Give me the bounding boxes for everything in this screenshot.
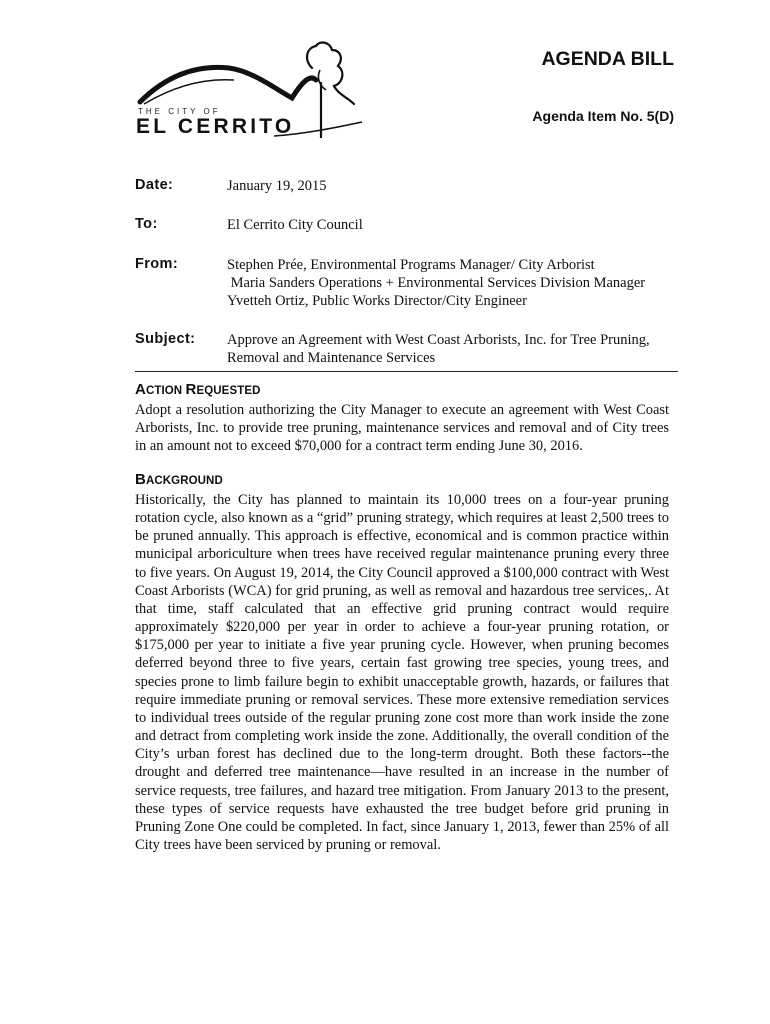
page-title: AGENDA BILL (541, 48, 674, 70)
action-requested-heading: ACTION REQUESTED (135, 381, 261, 398)
city-logo (134, 38, 374, 148)
to-label: To: (135, 216, 158, 232)
background-heading: BACKGROUND (135, 471, 223, 488)
divider (135, 371, 678, 372)
from-line: Maria Sanders Operations + Environmental Services Division Manager (227, 275, 646, 291)
agenda-item-number: Agenda Item No. 5(D) (532, 108, 674, 124)
from-line: Stephen Prée, Environmental Programs Manager/ City Arborist (227, 257, 595, 273)
subject-label: Subject: (135, 331, 196, 347)
from-label: From: (135, 256, 179, 272)
subject-line: Removal and Maintenance Services (227, 350, 436, 366)
logo-small-text: THE CITY OF (138, 107, 221, 116)
subject-line: Approve an Agreement with West Coast Arborists, Inc. for Tree Pruning, (227, 332, 650, 348)
date-value: January 19, 2015 (227, 178, 327, 194)
logo-main-text: EL CERRITO (136, 115, 295, 138)
from-line: Yvetteh Ortiz, Public Works Director/City Engineer (227, 293, 527, 309)
background-text: Historically, the City has planned to maintain its 10,000 trees on a four-year pruning rotation cycle, also known as a “grid” pruning strategy, which requires at least 2,500 trees to be pruned annually. This approach is effective, economical and is common practice within municipal arboriculture when trees have received regular maintenance pruning every three to five years. On August 19, 2014, the City Council approved a $100,000 contract with West Coast Arborists (WCA) for grid pruning, as well as removal and hazardous tree services,. At that time, staff calculated that an effective grid pruning contract would require approximately $220,000 per year in order to achieve a four-year pruning rotation, or $175,000 per year to initiate a five year pruning cycle. However, when pruning becomes deferred beyond three to five years, certain fast growing tree species, young trees, and species prone to limb failure begin to exhibit unacceptable growth, hazards, or failures that require immediate pruning or removal services. These more extensive remediation services to individual trees outside of the regular pruning zone cost more than work inside the zone and detract from completing work inside the zone. Additionally, the overall condition of the City’s urban forest has declined due to the long-term drought. Both these factors--the drought and deferred tree maintenance—have resulted in an increase in the number of service requests, tree failures, and hazard tree mitigation. From January 2013 to the present, these types of service requests have exhausted the tree budget before grid pruning in Pruning Zone One could be completed. In fact, since January 1, 2013, fewer than 25% of all City trees have been serviced by pruning or removal. (135, 492, 669, 853)
subject-value (227, 331, 650, 367)
to-value: El Cerrito City Council (227, 217, 363, 233)
action-requested-text: Adopt a resolution authorizing the City Manager to execute an agreement with West Coast Arborists, Inc. to provide tree pruning, maintenance services and removal and of City trees in an amount not to exceed $70,000 for a contract term ending June 30, 2016. (135, 402, 669, 455)
date-label: Date: (135, 177, 174, 193)
from-value (227, 256, 645, 310)
